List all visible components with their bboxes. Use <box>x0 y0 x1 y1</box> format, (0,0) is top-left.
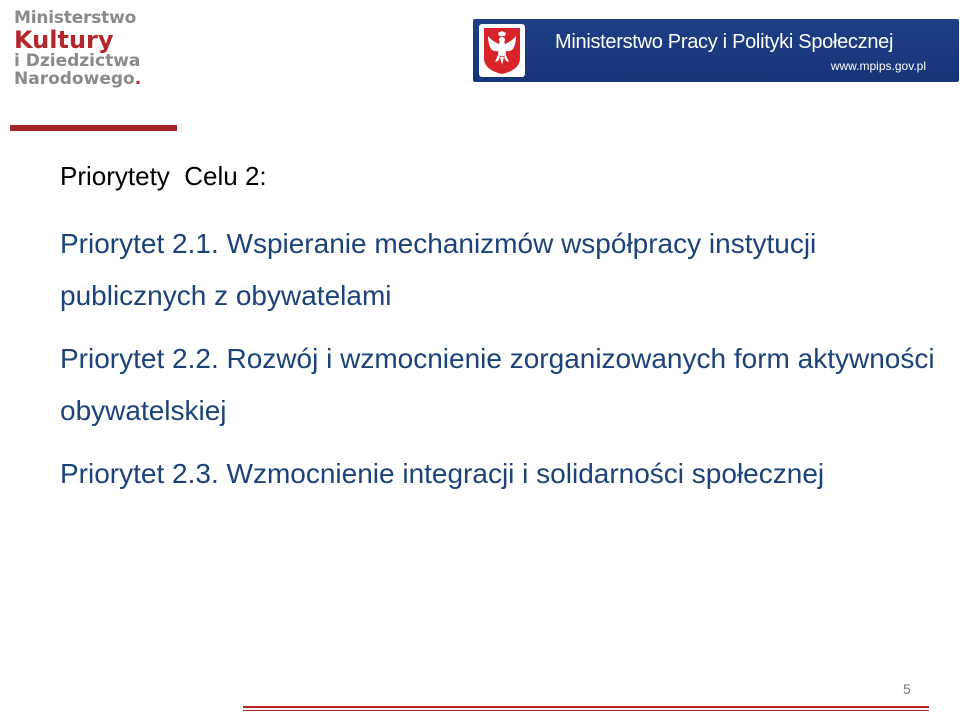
slide-heading: Priorytety Celu 2: <box>60 161 267 191</box>
mkidn-logo-line-1: Ministerstwo <box>14 8 137 28</box>
footer-divider-thin <box>243 710 929 711</box>
priority-2-2: Priorytet 2.2. Rozwój i wzmocnienie zorganizowanych form aktywności obywatelskiej <box>60 343 935 426</box>
priority-2-3: Priorytet 2.3. Wzmocnienie integracji i solidarności społecznej <box>60 458 825 489</box>
mkidn-logo-dot: . <box>134 69 142 89</box>
mkidn-logo <box>14 10 184 88</box>
footer-divider <box>243 706 929 708</box>
mpips-banner <box>473 19 959 82</box>
logo-underline-bar <box>10 125 177 131</box>
mkidn-logo-line-4: Narodowego <box>14 69 135 89</box>
mkidn-logo-line-2: Kultury <box>14 26 114 54</box>
mpips-title: Ministerstwo Pracy i Polityki Społecznej <box>555 31 894 53</box>
priority-2-1: Priorytet 2.1. Wspieranie mechanizmów współpracy instytucji publicznych z obywatelami <box>60 228 817 311</box>
mkidn-logo-line-3: i Dziedzictwa <box>14 51 141 71</box>
polish-eagle-emblem-icon <box>479 24 525 77</box>
mpips-url: www.mpips.gov.pl <box>830 59 926 73</box>
page-number: 5 <box>903 681 911 697</box>
mkidn-logo-line-4-wrap <box>14 71 184 88</box>
